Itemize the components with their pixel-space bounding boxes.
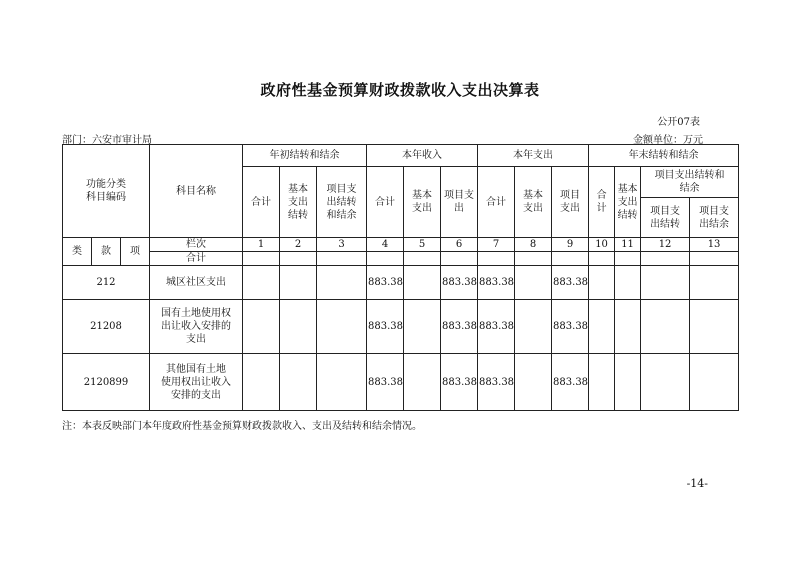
table-row [63, 266, 739, 300]
sum-cell [478, 252, 515, 266]
begin-project [317, 300, 367, 354]
begin-carry-header: 年初结转和结余 [243, 145, 367, 167]
end-carry-header: 年末结转和结余 [589, 145, 739, 167]
expense-project-header: 项目 支出 [552, 167, 589, 238]
column-number: 6 [441, 238, 478, 252]
end-total [589, 300, 615, 354]
end-total [589, 354, 615, 411]
kuan-header: 款 [92, 238, 121, 266]
column-number: 1 [243, 238, 280, 252]
subject-name-header: 科目名称 [150, 145, 243, 238]
page-title: 政府性基金预算财政拨款收入支出决算表 [260, 81, 540, 99]
sum-row-label: 合计 [150, 252, 243, 266]
end-project-carry [641, 300, 690, 354]
unit-label: 金额单位：万元 [633, 135, 703, 146]
income-basic [404, 266, 441, 300]
sum-cell [367, 252, 404, 266]
income-project: 883.38 [441, 354, 478, 411]
row-subject-name: 其他国有土地 使用权出让收入 安排的支出 [150, 354, 243, 411]
column-number: 4 [367, 238, 404, 252]
table-footnote: 注：本表反映部门本年度政府性基金预算财政拨款收入、支出及结转和结余情况。 [62, 421, 422, 432]
end-project-surplus [690, 354, 739, 411]
sum-cell [404, 252, 441, 266]
sum-cell [615, 252, 641, 266]
sum-cell [552, 252, 589, 266]
income-total-header: 合计 [367, 167, 404, 238]
expense-total-header: 合计 [478, 167, 515, 238]
department-label: 部门：六安市审计局 [62, 135, 152, 146]
column-number: 8 [515, 238, 552, 252]
end-basic-header: 基本 支出 结转 [615, 167, 641, 238]
sum-cell [515, 252, 552, 266]
begin-total-header: 合计 [243, 167, 280, 238]
end-total-header: 合 计 [589, 167, 615, 238]
budget-table [62, 144, 739, 411]
sum-cell [690, 252, 739, 266]
income-project: 883.38 [441, 300, 478, 354]
income-project-header: 项目支 出 [441, 167, 478, 238]
sum-cell [243, 252, 280, 266]
begin-project-header: 项目支 出结转 和结余 [317, 167, 367, 238]
lei-header: 类 [63, 238, 92, 266]
begin-total [243, 300, 280, 354]
row-subject-name: 国有土地使用权 出让收入安排的 支出 [150, 300, 243, 354]
column-no-label: 栏次 [150, 238, 243, 252]
expense-header: 本年支出 [478, 145, 589, 167]
sum-cell [641, 252, 690, 266]
row-code: 21208 [63, 300, 150, 354]
row-code: 2120899 [63, 354, 150, 411]
page-number: -14- [686, 477, 708, 490]
begin-project [317, 354, 367, 411]
sum-cell [589, 252, 615, 266]
end-project-surplus [690, 300, 739, 354]
income-total: 883.38 [367, 300, 404, 354]
income-basic [404, 300, 441, 354]
end-project-carry-header: 项目支 出结转 [641, 198, 690, 238]
income-basic [404, 354, 441, 411]
end-project-surplus [690, 266, 739, 300]
income-total: 883.38 [367, 266, 404, 300]
expense-basic [515, 266, 552, 300]
sum-cell [441, 252, 478, 266]
row-code: 212 [63, 266, 150, 300]
column-number: 9 [552, 238, 589, 252]
table-row [63, 354, 739, 411]
column-number: 7 [478, 238, 515, 252]
expense-basic-header: 基本 支出 [515, 167, 552, 238]
expense-basic [515, 354, 552, 411]
form-code: 公开07表 [657, 117, 700, 128]
expense-total: 883.38 [478, 354, 515, 411]
begin-total [243, 354, 280, 411]
sum-cell [317, 252, 367, 266]
function-code-header: 功能分类 科目编码 [63, 145, 150, 238]
expense-project: 883.38 [552, 300, 589, 354]
begin-basic [280, 300, 317, 354]
column-number: 3 [317, 238, 367, 252]
begin-basic [280, 354, 317, 411]
column-number: 12 [641, 238, 690, 252]
end-project-surplus-header: 项目支 出结余 [690, 198, 739, 238]
income-header: 本年收入 [367, 145, 478, 167]
sum-cell [280, 252, 317, 266]
begin-total [243, 266, 280, 300]
column-number: 2 [280, 238, 317, 252]
end-project-carry [641, 266, 690, 300]
end-basic [615, 266, 641, 300]
begin-project [317, 266, 367, 300]
table-row [63, 300, 739, 354]
expense-total: 883.38 [478, 266, 515, 300]
row-subject-name: 城区社区支出 [150, 266, 243, 300]
column-number: 13 [690, 238, 739, 252]
expense-project: 883.38 [552, 266, 589, 300]
income-project: 883.38 [441, 266, 478, 300]
column-number: 10 [589, 238, 615, 252]
end-total [589, 266, 615, 300]
end-project-carry [641, 354, 690, 411]
income-basic-header: 基本 支出 [404, 167, 441, 238]
income-total: 883.38 [367, 354, 404, 411]
expense-basic [515, 300, 552, 354]
end-basic [615, 300, 641, 354]
begin-basic [280, 266, 317, 300]
column-number: 5 [404, 238, 441, 252]
begin-basic-header: 基本 支出 结转 [280, 167, 317, 238]
end-basic [615, 354, 641, 411]
end-project-group-header: 项目支出结转和 结余 [641, 167, 739, 198]
xiang-header: 项 [121, 238, 150, 266]
expense-project: 883.38 [552, 354, 589, 411]
column-number: 11 [615, 238, 641, 252]
expense-total: 883.38 [478, 300, 515, 354]
